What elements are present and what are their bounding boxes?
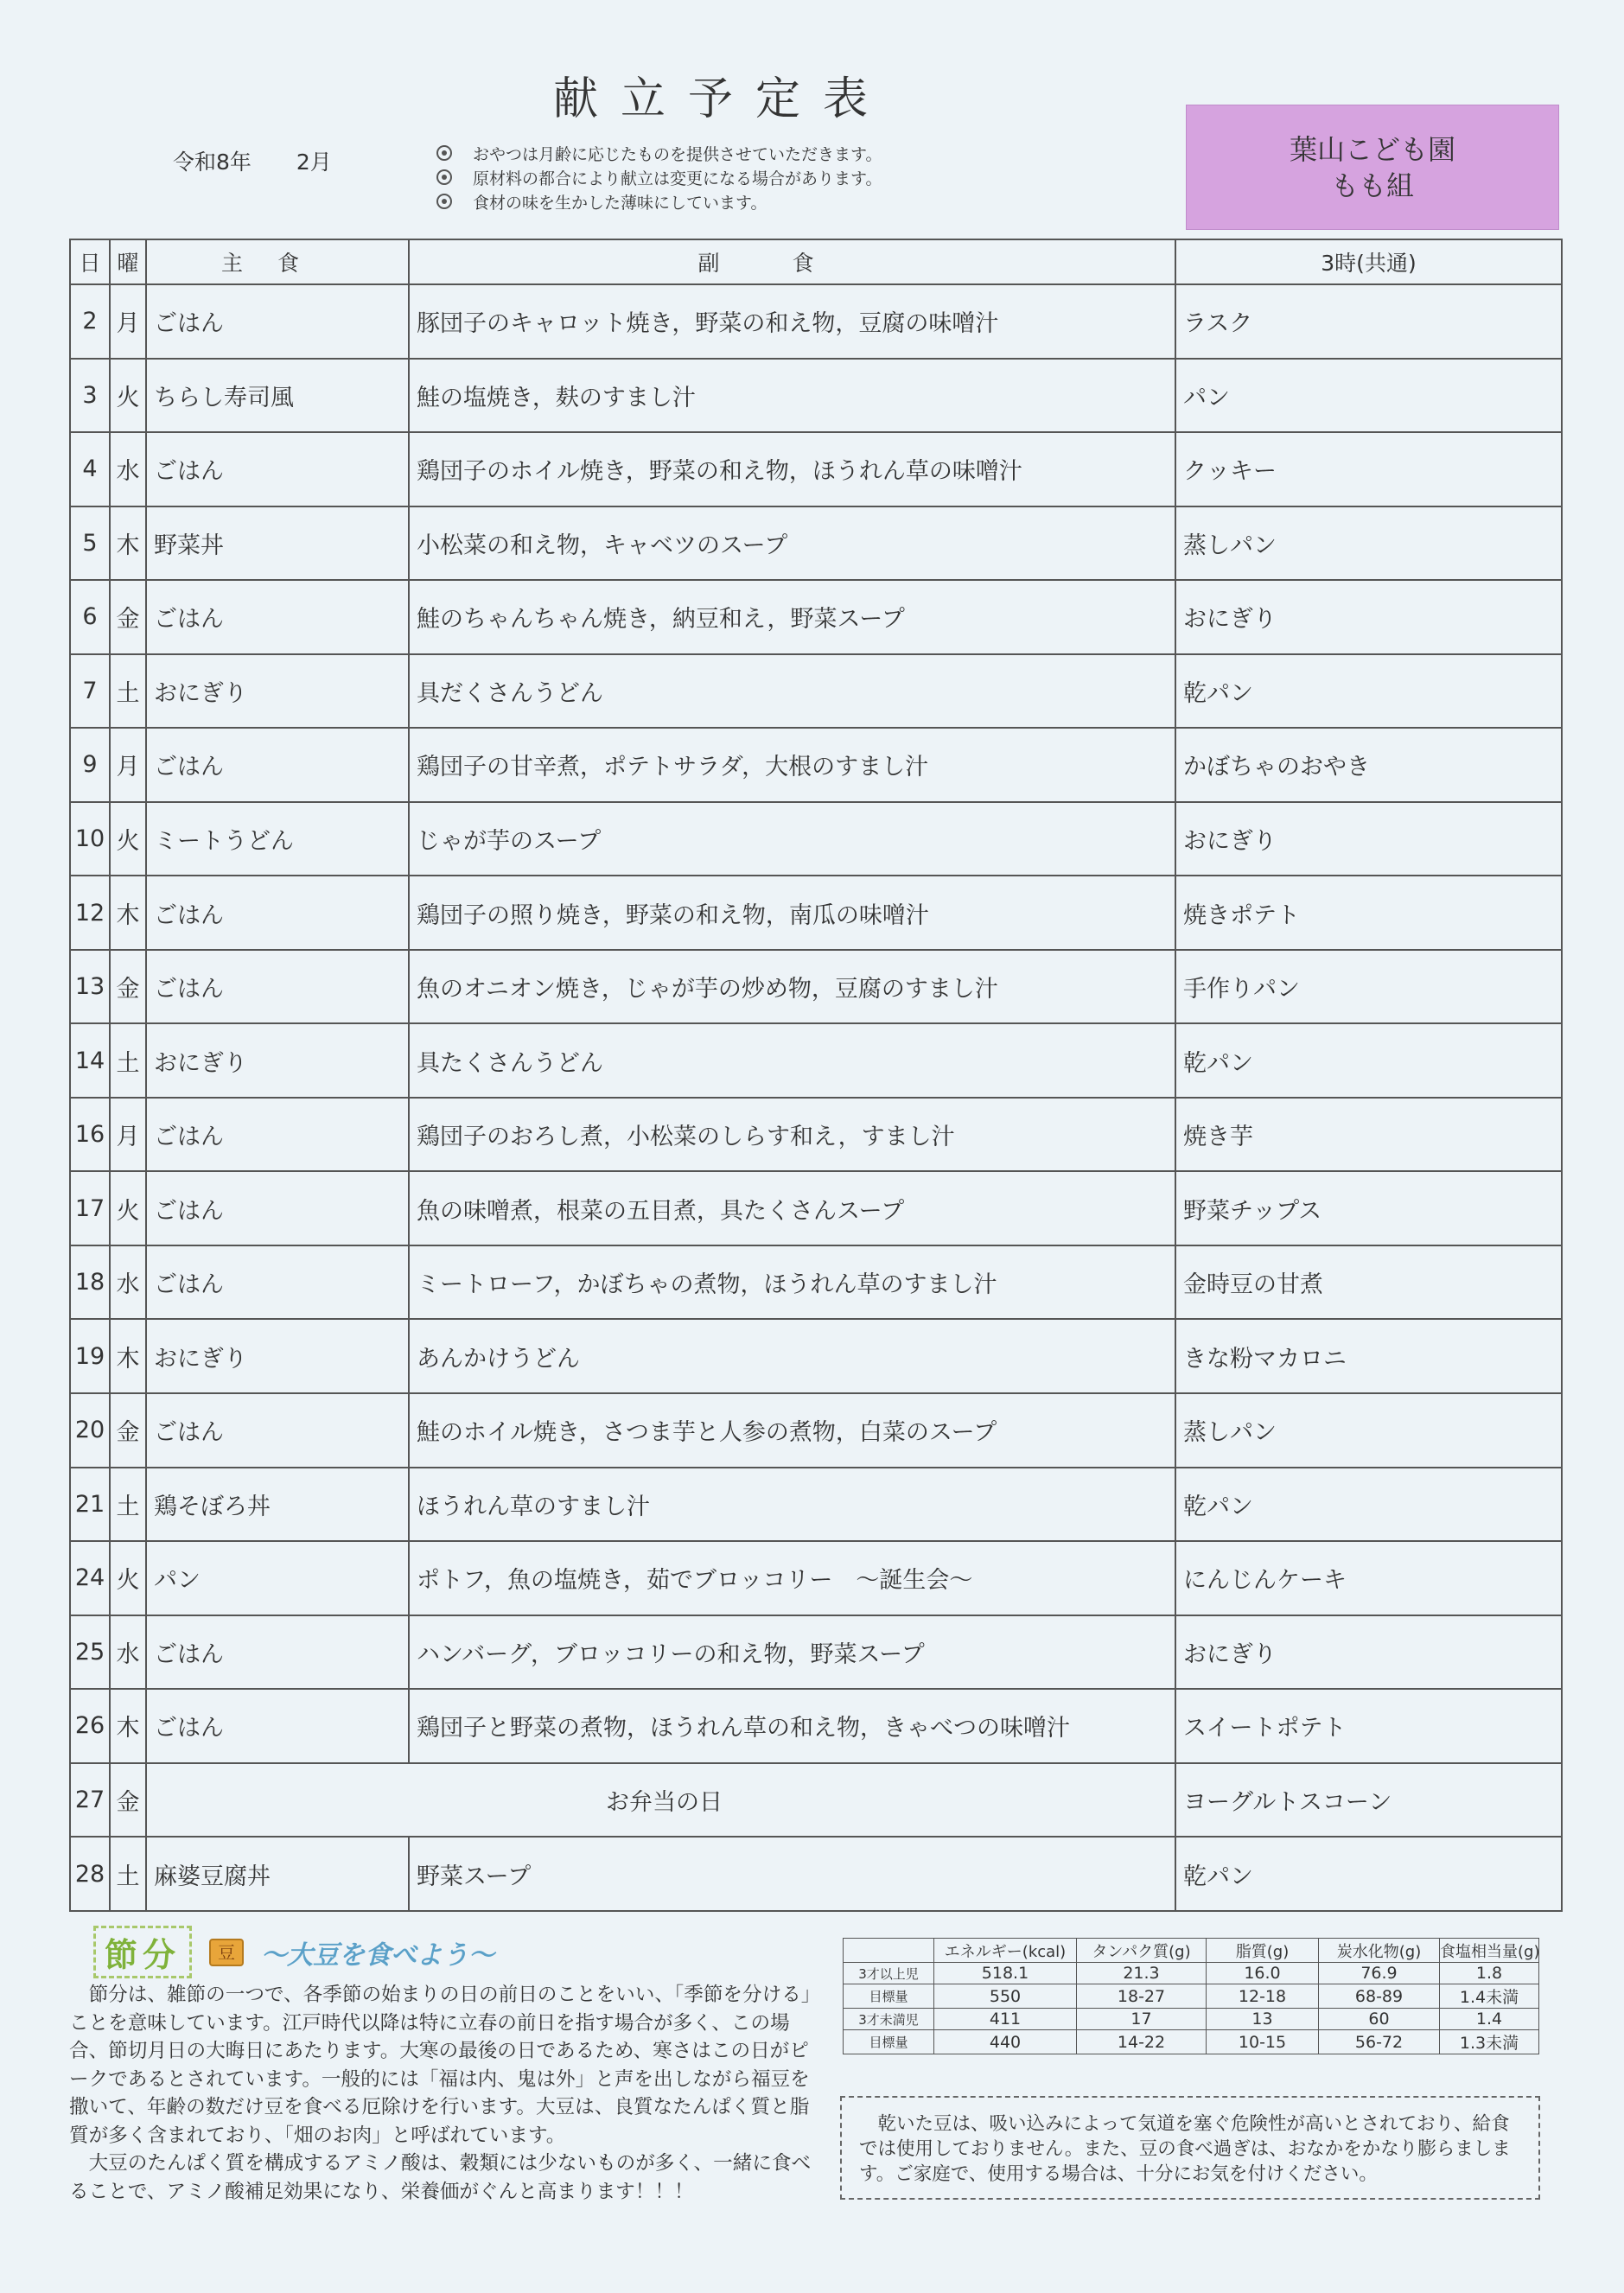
- table-row: [70, 1023, 1562, 1098]
- side-cell: 鮭のちゃんちゃん焼き，納豆和え，野菜スープ: [409, 580, 1175, 654]
- day-cell: 4: [70, 432, 110, 506]
- header-snack: 3時(共通): [1175, 239, 1562, 284]
- nutrition-header: エネルギー(kcal): [934, 1939, 1077, 1963]
- snack-cell: 金時豆の甘煮: [1175, 1245, 1562, 1320]
- side-cell: 小松菜の和え物，キャベツのスープ: [409, 506, 1175, 581]
- day-cell: 16: [70, 1098, 110, 1172]
- header-day: 日: [70, 239, 110, 284]
- table-row: [70, 728, 1562, 802]
- main-cell: 鶏そぼろ丼: [146, 1468, 409, 1542]
- nutrition-cell: 12-18: [1207, 1984, 1319, 2009]
- main-cell: ごはん: [146, 1098, 409, 1172]
- side-cell: あんかけうどん: [409, 1319, 1175, 1393]
- snack-cell: 乾パン: [1175, 654, 1562, 729]
- main-cell: ごはん: [146, 1393, 409, 1468]
- nutrition-cell: 60: [1319, 2009, 1440, 2030]
- snack-cell: 焼きポテト: [1175, 876, 1562, 950]
- table-row: [70, 1171, 1562, 1245]
- side-cell: 魚のオニオン焼き，じゃが芋の炒め物，豆腐のすまし汁: [409, 950, 1175, 1024]
- snack-cell: クッキー: [1175, 432, 1562, 506]
- nutrition-row: [844, 1963, 1539, 1984]
- nutrition-cell: 1.8: [1440, 1963, 1539, 1984]
- side-cell: ポトフ，魚の塩焼き，茹でブロッコリー ～誕生会～: [409, 1541, 1175, 1615]
- snack-cell: おにぎり: [1175, 802, 1562, 876]
- table-row: [70, 1245, 1562, 1320]
- side-cell: 具たくさんうどん: [409, 1023, 1175, 1098]
- day-cell: 17: [70, 1171, 110, 1245]
- nutrition-header: 脂質(g): [1207, 1939, 1319, 1963]
- side-cell: 鶏団子のおろし煮，小松菜のしらす和え，すまし汁: [409, 1098, 1175, 1172]
- snack-cell: にんじんケーキ: [1175, 1541, 1562, 1615]
- day-cell: 3: [70, 359, 110, 433]
- snack-cell: 乾パン: [1175, 1023, 1562, 1098]
- nutrition-cell: 17: [1077, 2009, 1207, 2030]
- snack-cell: かぼちゃのおやき: [1175, 728, 1562, 802]
- side-cell: 具だくさんうどん: [409, 654, 1175, 729]
- table-row: [70, 1541, 1562, 1615]
- nutrition-cell: 13: [1207, 2009, 1319, 2030]
- table-row: [70, 802, 1562, 876]
- main-cell: ごはん: [146, 432, 409, 506]
- dow-cell: 土: [110, 654, 146, 729]
- nutrition-header-blank: [844, 1939, 934, 1963]
- main-cell: 野菜丼: [146, 506, 409, 581]
- nutrition-row-label: 目標量: [844, 1984, 934, 2009]
- day-cell: 25: [70, 1615, 110, 1690]
- table-row: [70, 654, 1562, 729]
- dow-cell: 木: [110, 1689, 146, 1763]
- side-cell: 豚団子のキャロット焼き，野菜の和え物，豆腐の味噌汁: [409, 284, 1175, 359]
- day-cell: 24: [70, 1541, 110, 1615]
- nutrition-row: [844, 2030, 1539, 2054]
- table-row: [70, 1319, 1562, 1393]
- day-cell: 10: [70, 802, 110, 876]
- snack-cell: 蒸しパン: [1175, 506, 1562, 581]
- side-cell: ミートローフ，かぼちゃの煮物，ほうれん草のすまし汁: [409, 1245, 1175, 1320]
- setsubun-text: [69, 1981, 812, 2206]
- nutrition-row-label: 3才未満児: [844, 2009, 934, 2030]
- table-row: [70, 359, 1562, 433]
- snack-cell: ラスク: [1175, 284, 1562, 359]
- snack-cell: パン: [1175, 359, 1562, 433]
- main-cell: おにぎり: [146, 1023, 409, 1098]
- note-item: [436, 142, 882, 164]
- main-cell: ごはん: [146, 1689, 409, 1763]
- merged-cell: お弁当の日: [146, 1763, 1175, 1838]
- table-row: [70, 432, 1562, 506]
- nutrition-cell: 21.3: [1077, 1963, 1207, 1984]
- day-cell: 18: [70, 1245, 110, 1320]
- nutrition-cell: 56-72: [1319, 2030, 1440, 2054]
- dow-cell: 火: [110, 1541, 146, 1615]
- dow-cell: 月: [110, 284, 146, 359]
- nutrition-cell: 440: [934, 2030, 1077, 2054]
- main-cell: ごはん: [146, 1615, 409, 1690]
- nutrition-cell: 16.0: [1207, 1963, 1319, 1984]
- snack-cell: おにぎり: [1175, 1615, 1562, 1690]
- snack-cell: 焼き芋: [1175, 1098, 1562, 1172]
- nutrition-cell: 76.9: [1319, 1963, 1440, 1984]
- day-cell: 28: [70, 1837, 110, 1911]
- side-cell: 鶏団子の照り焼き，野菜の和え物，南瓜の味噌汁: [409, 876, 1175, 950]
- main-cell: ちらし寿司風: [146, 359, 409, 433]
- side-cell: 野菜スープ: [409, 1837, 1175, 1911]
- bean-warning-box: 乾いた豆は、吸い込みによって気道を塞ぐ危険性が高いとされており、給食では使用しておりません。また、豆の食べ過ぎは、おなかをかなり膨らまします。ご家庭で、使用する場合は、十分にお気を付けください。: [840, 2096, 1540, 2200]
- day-cell: 2: [70, 284, 110, 359]
- header-dow: 曜: [110, 239, 146, 284]
- note-text: 食材の味を生かした薄味にしています。: [473, 193, 767, 213]
- day-cell: 12: [70, 876, 110, 950]
- note-text: おやつは月齢に応じたものを提供させていただきます。: [473, 144, 882, 164]
- table-row: [70, 1689, 1562, 1763]
- setsubun-paragraph: 節分は、雑節の一つで、各季節の始まりの日の前日のことをいい、「季節を分ける」ことを意味しています。江戸時代以降は特に立春の前日を指す場合が多く、この場合、節切月日の大晦日にあたります。大寒の最後の日であるため、寒さはこの日がピークであるとされています。一般的には「福は内、鬼は外」と声を出しながら福豆を撒いて、年齢の数だけ豆を食べる厄除けを行います。大豆は、良質なたんぱく質と脂質が多く含まれており、「畑のお肉」と呼ばれています。: [69, 1984, 812, 2147]
- main-cell: おにぎり: [146, 654, 409, 729]
- table-row: [70, 1615, 1562, 1690]
- dow-cell: 金: [110, 1393, 146, 1468]
- day-cell: 13: [70, 950, 110, 1024]
- setsubun-header: [93, 1926, 494, 1978]
- dow-cell: 金: [110, 1763, 146, 1838]
- day-cell: 19: [70, 1319, 110, 1393]
- note-item: [436, 190, 882, 213]
- nutrition-row: [844, 1984, 1539, 2009]
- side-cell: 鶏団子の甘辛煮，ポテトサラダ，大根のすまし汁: [409, 728, 1175, 802]
- menu-header-row: [70, 239, 1562, 284]
- day-cell: 5: [70, 506, 110, 581]
- main-cell: ごはん: [146, 1245, 409, 1320]
- page-title: 献立予定表: [553, 73, 891, 125]
- dow-cell: 月: [110, 728, 146, 802]
- main-cell: ごはん: [146, 580, 409, 654]
- year-label: 令和8年: [173, 150, 252, 175]
- side-cell: ほうれん草のすまし汁: [409, 1468, 1175, 1542]
- month-label: 2月: [296, 150, 332, 175]
- nutrition-cell: 518.1: [934, 1963, 1077, 1984]
- setsubun-paragraph: 大豆のたんぱく質を構成するアミノ酸は、穀類には少ないものが多く、一緒に食べることで、アミノ酸補足効果になり、栄養価がぐんと高まります！！！: [69, 2152, 812, 2203]
- table-row: [70, 1837, 1562, 1911]
- table-row: [70, 284, 1562, 359]
- side-cell: 鶏団子と野菜の煮物，ほうれん草の和え物，きゃべつの味噌汁: [409, 1689, 1175, 1763]
- snack-cell: おにぎり: [1175, 580, 1562, 654]
- nutrition-row-label: 3才以上児: [844, 1963, 934, 1984]
- main-cell: おにぎり: [146, 1319, 409, 1393]
- table-row: [70, 876, 1562, 950]
- header-main: 主食: [146, 239, 409, 284]
- dow-cell: 金: [110, 580, 146, 654]
- note-item: [436, 166, 882, 188]
- snack-cell: 蒸しパン: [1175, 1393, 1562, 1468]
- dow-cell: 土: [110, 1837, 146, 1911]
- dow-cell: 水: [110, 1615, 146, 1690]
- dow-cell: 月: [110, 1098, 146, 1172]
- dow-cell: 金: [110, 950, 146, 1024]
- bullet-icon: [436, 145, 452, 161]
- dow-cell: 火: [110, 1171, 146, 1245]
- main-cell: ごはん: [146, 728, 409, 802]
- bullet-icon: [436, 194, 452, 209]
- day-cell: 21: [70, 1468, 110, 1542]
- bean-box-icon: 豆: [209, 1939, 244, 1966]
- table-row: [70, 950, 1562, 1024]
- nutrition-cell: 14-22: [1077, 2030, 1207, 2054]
- side-cell: 魚の味噌煮，根菜の五目煮，具たくさんスープ: [409, 1171, 1175, 1245]
- nutrition-cell: 550: [934, 1984, 1077, 2009]
- side-cell: 鶏団子のホイル焼き，野菜の和え物，ほうれん草の味噌汁: [409, 432, 1175, 506]
- snack-cell: 手作りパン: [1175, 950, 1562, 1024]
- header-side: 副食: [409, 239, 1175, 284]
- day-cell: 27: [70, 1763, 110, 1838]
- day-cell: 26: [70, 1689, 110, 1763]
- nutrition-cell: 1.4未満: [1440, 1984, 1539, 2009]
- main-cell: パン: [146, 1541, 409, 1615]
- setsubun-title: ～大豆を食べよう～: [261, 1939, 495, 1971]
- side-cell: じゃが芋のスープ: [409, 802, 1175, 876]
- table-row: [70, 580, 1562, 654]
- day-cell: 14: [70, 1023, 110, 1098]
- nutrition-header: 食塩相当量(g): [1440, 1939, 1539, 1963]
- dow-cell: 土: [110, 1023, 146, 1098]
- main-cell: ごはん: [146, 1171, 409, 1245]
- class-name: もも組: [1330, 169, 1414, 202]
- notes-list: [436, 142, 882, 214]
- snack-cell: きな粉マカロニ: [1175, 1319, 1562, 1393]
- table-row: [70, 1098, 1562, 1172]
- nutrition-row-label: 目標量: [844, 2030, 934, 2054]
- bullet-icon: [436, 169, 452, 185]
- date-label: [173, 145, 377, 176]
- note-text: 原材料の都合により献立は変更になる場合があります。: [473, 169, 882, 188]
- day-cell: 9: [70, 728, 110, 802]
- nutrition-cell: 68-89: [1319, 1984, 1440, 2009]
- table-row: [70, 1763, 1562, 1838]
- table-row: [70, 1468, 1562, 1542]
- dow-cell: 木: [110, 876, 146, 950]
- nutrition-row: [844, 2009, 1539, 2030]
- school-name: 葉山こども園: [1289, 132, 1455, 166]
- main-cell: 麻婆豆腐丼: [146, 1837, 409, 1911]
- dow-cell: 水: [110, 1245, 146, 1320]
- snack-cell: ヨーグルトスコーン: [1175, 1763, 1562, 1838]
- nutrition-header: 炭水化物(g): [1319, 1939, 1440, 1963]
- nutrition-header-row: [844, 1939, 1539, 1963]
- day-cell: 7: [70, 654, 110, 729]
- setsubun-logo: 節分: [93, 1926, 192, 1978]
- nutrition-header: タンパク質(g): [1077, 1939, 1207, 1963]
- main-cell: ごはん: [146, 950, 409, 1024]
- table-row: [70, 506, 1562, 581]
- dow-cell: 火: [110, 359, 146, 433]
- snack-cell: 野菜チップス: [1175, 1171, 1562, 1245]
- snack-cell: 乾パン: [1175, 1837, 1562, 1911]
- day-cell: 20: [70, 1393, 110, 1468]
- dow-cell: 木: [110, 506, 146, 581]
- main-cell: ごはん: [146, 284, 409, 359]
- dow-cell: 木: [110, 1319, 146, 1393]
- dow-cell: 水: [110, 432, 146, 506]
- snack-cell: スイートポテト: [1175, 1689, 1562, 1763]
- snack-cell: 乾パン: [1175, 1468, 1562, 1542]
- nutrition-table: [843, 1938, 1539, 2054]
- nutrition-cell: 1.3未満: [1440, 2030, 1539, 2054]
- main-cell: ミートうどん: [146, 802, 409, 876]
- dow-cell: 土: [110, 1468, 146, 1542]
- side-cell: 鮭の塩焼き，麸のすまし汁: [409, 359, 1175, 433]
- main-cell: ごはん: [146, 876, 409, 950]
- menu-table: [69, 239, 1563, 1912]
- side-cell: 鮭のホイル焼き，さつま芋と人参の煮物，白菜のスープ: [409, 1393, 1175, 1468]
- nutrition-cell: 18-27: [1077, 1984, 1207, 2009]
- dow-cell: 火: [110, 802, 146, 876]
- day-cell: 6: [70, 580, 110, 654]
- nutrition-cell: 10-15: [1207, 2030, 1319, 2054]
- side-cell: ハンバーグ，ブロッコリーの和え物，野菜スープ: [409, 1615, 1175, 1690]
- table-row: [70, 1393, 1562, 1468]
- nutrition-cell: 1.4: [1440, 2009, 1539, 2030]
- nutrition-cell: 411: [934, 2009, 1077, 2030]
- school-class-box: [1186, 105, 1559, 230]
